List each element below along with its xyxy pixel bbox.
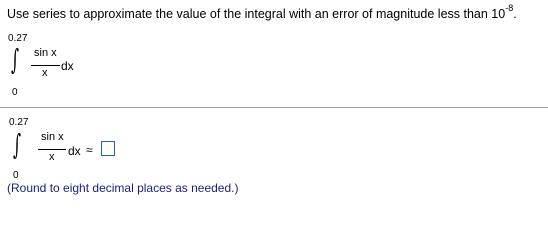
question-prompt [7,5,517,21]
differential: dx [61,59,74,73]
prompt-text: Use series to approximate the value of the integral with an error of magnitude less than 10 [7,7,506,22]
approx-symbol: ≈ [86,143,93,157]
upper-limit: 0.27 [8,33,28,44]
answer-denominator: x [49,151,55,163]
answer-numerator: sin x [41,131,64,143]
answer-differential: dx [68,144,81,158]
section-divider [0,107,548,108]
answer-fraction-bar [38,149,66,150]
answer-input[interactable] [101,141,115,156]
numerator: sin x [34,47,57,59]
fraction-bar [31,65,60,66]
answer-upper-limit: 0.27 [9,117,29,128]
prompt-period: . [513,7,517,22]
denominator: x [42,67,48,79]
answer-integral-sign: ∫ [13,128,22,161]
lower-limit: 0 [12,87,18,98]
answer-lower-limit: 0 [13,170,19,181]
rounding-instruction: (Round to eight decimal places as needed.) [7,181,239,195]
integral-sign: ∫ [11,43,20,76]
prompt-exponent: -8 [505,3,514,13]
